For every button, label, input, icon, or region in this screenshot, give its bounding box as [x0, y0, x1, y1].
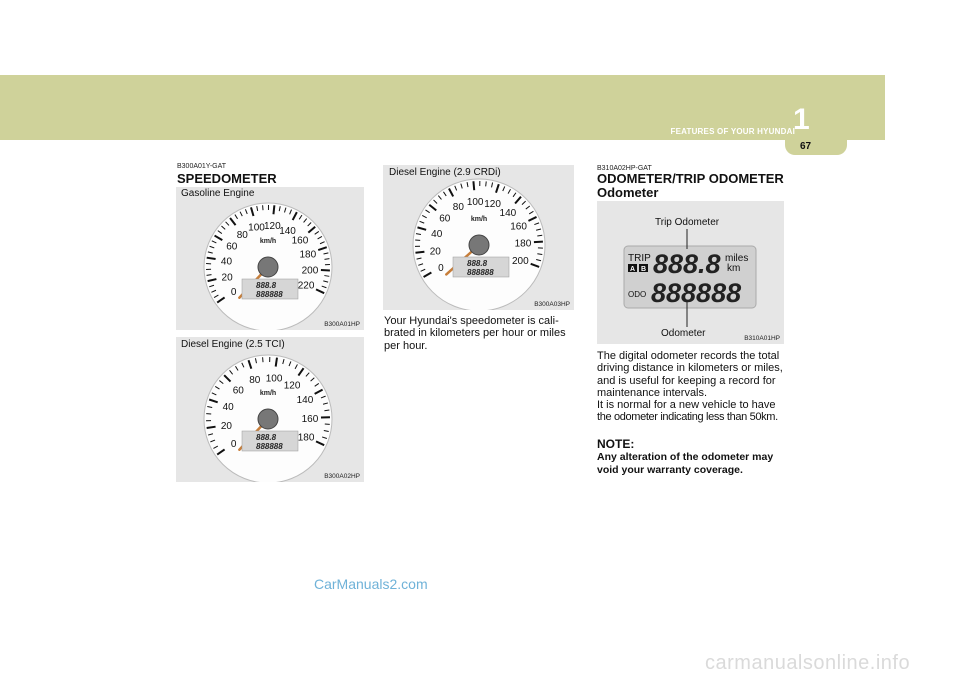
gauge-tick-label: 120 — [283, 380, 301, 392]
gauge-panel-diesel-crdi — [383, 165, 574, 310]
gauge-tick-label: 140 — [499, 207, 517, 219]
unit-miles: miles — [725, 253, 749, 264]
gauge-hub — [258, 257, 278, 277]
gauge-tick-label: 220 — [297, 280, 315, 292]
gauge-unit-label: km/h — [259, 390, 277, 397]
note-title: NOTE: — [597, 437, 635, 451]
speedometer-gauge-diesel-crdi — [383, 165, 574, 310]
gauge-label: Diesel Engine (2.5 TCI) — [181, 339, 285, 350]
watermark-carmanuals2[interactable]: CarManuals2.com — [314, 576, 428, 592]
odometer-heading: ODOMETER/TRIP ODOMETER Odometer — [597, 171, 784, 200]
gauge-tick-label: 100 — [248, 222, 265, 234]
gauge-panel-gasoline — [176, 187, 364, 330]
gauge-lcd-trip: 888.8 — [256, 433, 277, 442]
gauge-tick-label: 80 — [236, 229, 248, 241]
gauge-tick-label: 0 — [230, 439, 237, 451]
note-text: Any alteration of the odometer may void your warranty coverage. — [597, 451, 774, 476]
gauge-tick-label: 120 — [263, 221, 281, 233]
odometer-description: The digital odometer records the total driving distance in kilometers or miles, and is useful for keeping a record for maintenance intervals. It is normal for a new vehicle to have the odometer indicating less than 50km. — [597, 350, 783, 424]
odometer-callout: Odometer — [661, 328, 706, 339]
gauge-tick-label: 180 — [297, 432, 315, 444]
gauge-lcd-trip: 888.8 — [467, 259, 488, 268]
gauge-hub — [258, 409, 278, 429]
gauge-lcd-trip: 888.8 — [256, 281, 277, 290]
gauge-tick-label: 200 — [512, 256, 529, 268]
section-code: B300A01Y-GAT — [177, 163, 227, 170]
gauge-tick-label: 160 — [291, 235, 309, 247]
trip-digits: 888.8 — [653, 249, 721, 279]
gauge-tick-label: 160 — [301, 413, 319, 425]
gauge-tick-label: 60 — [232, 385, 244, 397]
gauge-label: Gasoline Engine — [181, 188, 255, 199]
odometer-display-illustration — [597, 201, 784, 344]
gauge-tick-label: 40 — [431, 228, 443, 240]
gauge-unit-label: km/h — [259, 238, 277, 245]
gauge-tick-label: 0 — [230, 287, 237, 299]
section-code: B310A02HP-GAT — [597, 165, 652, 172]
gauge-tick-label: 60 — [226, 241, 238, 253]
trip-odometer-callout: Trip Odometer — [655, 217, 720, 228]
gauge-tick-label: 160 — [510, 221, 527, 233]
gauge-tick-label: 20 — [220, 421, 233, 433]
image-code: B300A01HP — [324, 321, 360, 328]
odometer-panel — [597, 201, 784, 344]
gauge-tick-label: 0 — [438, 263, 444, 274]
gauge-tick-label: 100 — [265, 373, 283, 385]
gauge-tick-label: 20 — [221, 272, 233, 284]
gauge-tick-label: 80 — [249, 375, 261, 387]
gauge-tick-label: 200 — [301, 265, 319, 277]
unit-km: km — [727, 263, 741, 274]
trip-a-button: A — [630, 266, 636, 273]
image-code: B300A03HP — [534, 301, 570, 308]
gauge-tick-label: 20 — [429, 246, 441, 258]
watermark-carmanualsonline[interactable]: carmanualsonline.info — [705, 652, 911, 674]
speedometer-gauge-diesel-tci — [176, 337, 364, 482]
gauge-hub — [469, 235, 489, 255]
gauge-tick-label: 120 — [484, 199, 501, 211]
image-code: B300A02HP — [324, 473, 360, 480]
gauge-unit-label: km/h — [470, 216, 488, 223]
gauge-lcd-odo: 888888 — [256, 442, 283, 451]
chapter-title: FEATURES OF YOUR HYUNDAI — [670, 127, 795, 136]
gauge-panel-diesel-tci — [176, 337, 364, 482]
gauge-tick-label: 80 — [452, 202, 464, 214]
gauge-tick-label: 40 — [222, 401, 234, 413]
gauge-lcd-odo: 888888 — [256, 290, 283, 299]
odo-label: ODO — [628, 290, 647, 299]
gauge-lcd-odo: 888888 — [467, 268, 494, 277]
trip-b-button: B — [641, 266, 647, 273]
image-code: B310A01HP — [744, 335, 780, 342]
gauge-tick-label: 140 — [279, 225, 296, 237]
speedometer-description: Your Hyundai's speedometer is cali- brated in kilometers per hour or miles per hour. — [384, 315, 566, 352]
gauge-tick-label: 140 — [296, 395, 314, 407]
gauge-tick-label: 100 — [466, 197, 484, 209]
odo-digits: 888888 — [651, 278, 742, 308]
gauge-tick-label: 60 — [439, 213, 451, 225]
trip-label: TRIP — [628, 253, 651, 264]
gauge-tick-label: 40 — [220, 256, 233, 268]
gauge-tick-label: 180 — [299, 249, 317, 261]
page-number: 67 — [799, 141, 812, 152]
chapter-number: 1 — [793, 103, 810, 136]
speedometer-gauge-gasoline — [176, 187, 364, 330]
gauge-label: Diesel Engine (2.9 CRDi) — [389, 167, 501, 178]
speedometer-heading: SPEEDOMETER — [177, 171, 277, 186]
gauge-tick-label: 180 — [514, 238, 532, 250]
